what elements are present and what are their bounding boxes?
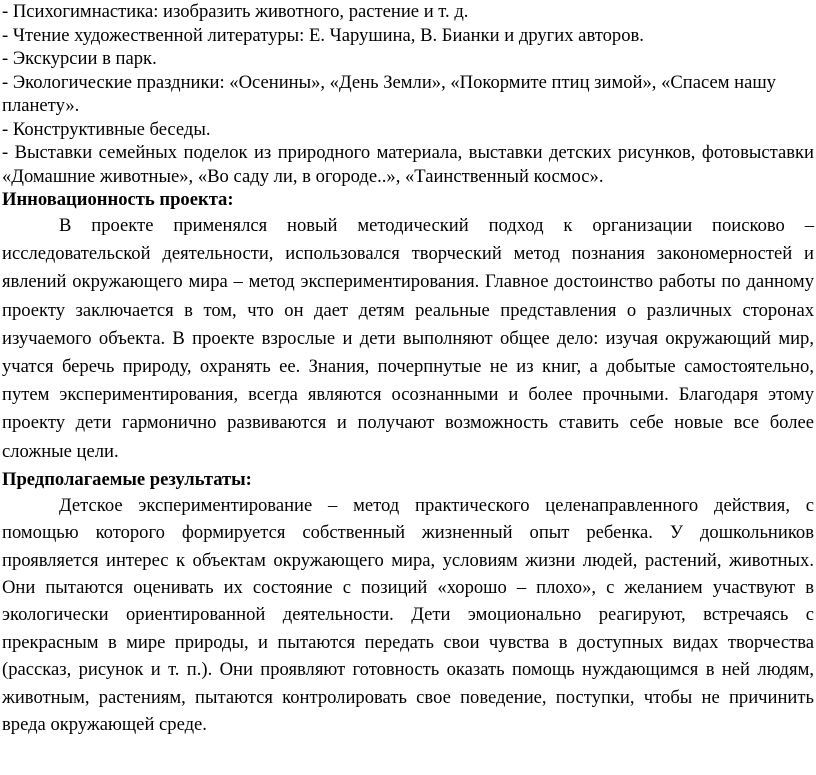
innovation-heading: Инновационность проекта: <box>2 189 234 210</box>
list-item: - Выставки семейных поделок из природного материала, выставки детских рисунков, фотовыставки «Домашние животные», «Во саду ли, в огороде..», «Таинственный космос». <box>2 142 814 187</box>
list-item: - Экологические праздники: «Осенины», «День Земли», «Покормите птиц зимой», «Спасем нашу планету». <box>2 71 776 116</box>
list-item: - Экскурсии в парк. <box>2 48 157 69</box>
list-item: - Чтение художественной литературы: Е. Чарушина, В. Бианки и других авторов. <box>2 24 644 46</box>
results-heading: Предполагаемые результаты: <box>2 468 252 490</box>
innovation-paragraph: В проекте применялся новый методический подход к организации поисково – исследовательской деятельности, использовался творческий метод познания закономерностей и явлений окружающего мира – метод экспериментирования. Главное достоинство работы по данному проекту заключается в том, что он дает детям реальные представления о различных сторонах изучаемого объекта. В проекте взрослые и дети выполняют общее дело: изучая окружающий мир, учатся беречь природу, охранять ее. Знания, почерпнутые не из книг, а добытые самостоятельно, путем экспериментирования, всегда являются осознанными и более прочными. Благодаря этому проекту дети гармонично развиваются и получают возможность ставить себе новые все более сложные цели. <box>2 215 814 462</box>
activity-list <box>2 0 814 188</box>
list-item: - Психогимнастика: изобразить животного, растение и т. д. <box>2 1 469 22</box>
list-item: - Конструктивные беседы. <box>2 118 211 140</box>
results-paragraph: Детское экспериментирование – метод практического целенаправленного действия, с помощью которого формируется собственный жизненный опыт ребенка. У дошкольников проявляется интерес к объектам окружающего мира, условиям жизни людей, растений, животных. Они пытаются оценивать их состояние с позиций «хорошо – плохо», с желанием участвуют в экологически ориентированной деятельности. Дети эмоционально реагируют, встречаясь с прекрасным в мире природы, и пытаются передать свои чувства в доступных видах творчества (рассказ, рисунок и т. п.). Они проявляют готовность оказать помощь нуждающимся в ней людям, животным, растениям, пытаются контролировать свое поведение, поступки, чтобы не причинить вреда окружающей среде. <box>2 494 814 736</box>
